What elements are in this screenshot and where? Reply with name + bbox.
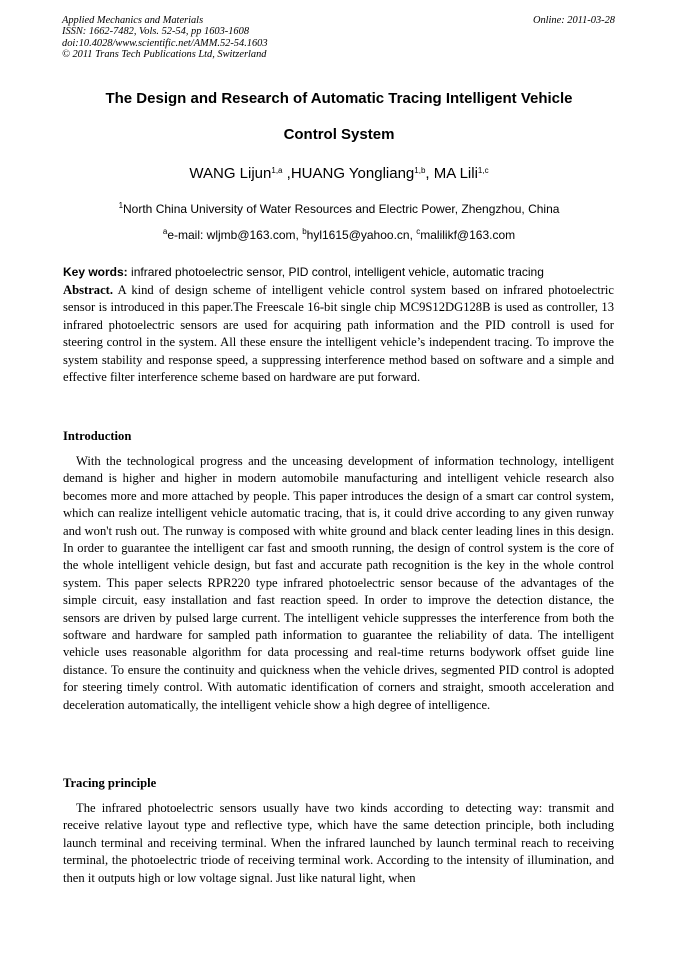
affiliation-marker: 1 bbox=[118, 201, 124, 210]
copyright-line: © 2011 Trans Tech Publications Ltd, Switzerland bbox=[62, 49, 267, 61]
author-affil-marker: 1,c bbox=[477, 166, 489, 175]
section-tracing-principle bbox=[63, 800, 614, 887]
journal-name: Applied Mechanics and Materials bbox=[62, 15, 204, 26]
email-text: malilikf@163.com bbox=[420, 228, 516, 242]
keywords-label: Key words: bbox=[63, 265, 128, 279]
section-introduction bbox=[63, 453, 614, 714]
keywords-text: infrared photoelectric sensor, PID control, intelligent vehicle, automatic tracing bbox=[127, 265, 544, 279]
abstract-text: A kind of design scheme of intelligent vehicle control system based on infrared photoelectric sensor is introduced in this paper.The Freescale 16-bit single chip MC9S12DG128B is used as controller, 13 infrared photoelectric sensors are used for acquiring path information and the PID controll is used for steering control in the system. All these ensure the intelligent vehicle’s independent tracing. To improve the system stability and response speed, a suppressing interference method based on software and a simple and effective filter interference scheme based on hardware are put forward. bbox=[63, 283, 614, 385]
author-name: HUANG Yongliang bbox=[290, 165, 415, 182]
keywords bbox=[63, 265, 623, 279]
email-text: hyl1615@yahoo.cn, bbox=[306, 228, 417, 242]
email-marker: c bbox=[416, 227, 421, 236]
doi-line: doi:10.4028/www.scientific.net/AMM.52-54.1603 bbox=[62, 37, 268, 49]
author-name: MA Lili bbox=[433, 165, 478, 182]
paper-title-line-1: The Design and Research of Automatic Tracing Intelligent Vehicle bbox=[105, 90, 573, 107]
author-affil-marker: 1,b bbox=[414, 166, 426, 175]
online-date: Online: 2011-03-28 bbox=[532, 15, 615, 26]
section-heading-tracing-principle: Tracing principle bbox=[63, 776, 157, 790]
email-text: e-mail: wljmb@163.com, bbox=[167, 228, 303, 242]
issn-line: ISSN: 1662-7482, Vols. 52-54, pp 1603-1608 bbox=[62, 26, 250, 38]
affiliation-text: North China University of Water Resources and Electric Power, Zhengzhou, China bbox=[123, 202, 560, 216]
affiliation bbox=[40, 202, 638, 216]
paragraph: The infrared photoelectric sensors usually have two kinds according to detecting way: transmit and receive relative layout type and reflective type, which have the same detection principle, both including launch terminal and receiving terminal. When the infrared launched by launch terminal reach to receiving terminal, the photoelectric triode of receiving terminal work. According to the intensity of illumination, and then it outputs high or low voltage signal. Just like natural light, when bbox=[63, 801, 614, 885]
section-heading-introduction: Introduction bbox=[63, 429, 132, 443]
author-name: WANG Lijun bbox=[189, 165, 272, 182]
abstract-label: Abstract. bbox=[63, 283, 114, 297]
author-affil-marker: 1,a bbox=[271, 166, 283, 175]
paper-title-line-2: Control System bbox=[283, 126, 395, 143]
email-marker: a bbox=[162, 227, 168, 236]
journal-header bbox=[62, 15, 268, 61]
email-list bbox=[40, 228, 638, 242]
author-list bbox=[40, 165, 638, 182]
paragraph: With the technological progress and the unceasing development of information technology, intelligent demand is higher and higher in modern automobile manufacturing and intelligent vehicle research also becomes more and more attached by people. This paper introduces the design of a smart car control system, which can realize intelligent vehicle automatic tracing, that is, it could drive according to any given runway and won't rush out. The runway is composed with white ground and black center leading lines in this design. In order to guarantee the intelligent car fast and smooth running, the design of control system is the core of the whole intelligent vehicle design, but fast and accurate path recognition is the key in the whole control system. This paper selects RPR220 type infrared photoelectric sensor because of the advantages of the simple circuit, easy installation and fast reaction speed. In order to improve the detection distance, the sensors are driven by pulsed large current. The intelligent vehicle suppresses the interference from both the software and hardware for sampled path information to guarantee the reliability of data. The intelligent vehicle uses reasonable algorithm for data processing and real-time returns bodywork offset guide line distance. To ensure the continuity and quickness when the vehicle drives, segmented PID control is adopted for steering timely control. With automatic identification of corners and straight, smooth acceleration and deceleration automatically, the intelligent vehicle show a high degree of intelligence. bbox=[63, 454, 614, 712]
abstract bbox=[63, 282, 614, 386]
author-separator: , bbox=[425, 165, 434, 182]
email-marker: b bbox=[302, 227, 307, 236]
author-separator: , bbox=[282, 165, 291, 182]
